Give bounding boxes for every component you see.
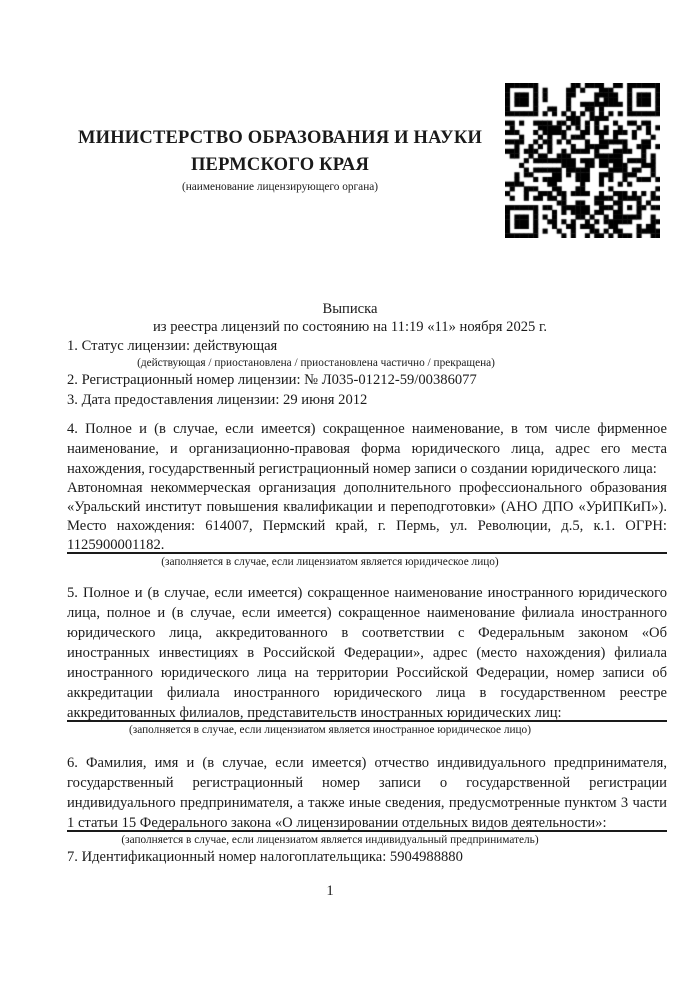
ministry-name [40, 0, 520, 179]
qr-code [505, 83, 660, 238]
item-3-grant-date: 3. Дата предоставления лицензии: 29 июня 2012 [67, 392, 368, 408]
ministry-name-line1: МИНИСТЕРСТВО ОБРАЗОВАНИЯ И НАУКИ [77, 128, 483, 148]
document-title-line1: Выписка [322, 301, 378, 317]
item-5-foreign-entity-label: 5. Полное и (в случае, если имеется) сокращенное наименование иностранного юридического лица, полное и (в случае, если имеется) сокращенное наименование филиала иностранного юридического лица, аккредитованного в соответствии с Федеральным законом «Об иностранных инвестициях в Российской Федерации», адрес (место нахождения) филиала иностранного юридического лица на территории Российской Федерации, номер записи об аккредитации филиала иностранного юридического лица в государственном реестре аккредитованных филиалов, представительств иностранных юридических лиц: [67, 585, 667, 721]
item-4-legal-entity-block [67, 419, 667, 569]
ministry-name-line2: ПЕРМСКОГО КРАЯ [190, 155, 370, 175]
item-5-foreign-entity-block [67, 583, 667, 737]
document-title [67, 300, 667, 336]
item-6-entrepreneur-block [67, 753, 667, 847]
item-6-caption: (заполняется в случае, если лицензиатом является индивидуальный предприниматель) [121, 834, 539, 846]
item-4-legal-entity-label: 4. Полное и (в случае, если имеется) сокращенное наименование, в том числе фирменное наименование, и организационно-правовая форма юридического лица, адрес его места нахождения, государственный регистрационный номер записи о создании юридического лица: [67, 421, 667, 477]
document-title-line2: из реестра лицензий по состоянию на 11:19 «11» ноября 2025 г. [152, 319, 547, 335]
item-5-caption: (заполняется в случае, если лицензиатом является иностранное юридическое лицо) [129, 724, 531, 736]
item-7-taxpayer-number: 7. Идентификационный номер налогоплательщика: 5904988880 [67, 849, 463, 865]
item-1-caption: (действующая / приостановлена / приостановлена частично / прекращена) [137, 357, 495, 369]
item-1-license-status: 1. Статус лицензии: действующая [67, 338, 278, 354]
qr-code-canvas [505, 83, 660, 238]
page-number: 1 [326, 883, 334, 899]
item-4-caption: (заполняется в случае, если лицензиатом является юридическое лицо) [161, 556, 499, 568]
item-6-entrepreneur-label: 6. Фамилия, имя и (в случае, если имеется) отчество индивидуального предпринимателя, государственный регистрационный номер записи о государственной регистрации индивидуального предпринимателя, а также иные сведения, предусмотренные пунктом 3 части 1 статьи 15 Федерального закона «О лицензировании отдельных видов деятельности»: [67, 755, 667, 831]
ministry-caption: (наименование лицензирующего органа) [181, 181, 379, 193]
item-2-registration-number: 2. Регистрационный номер лицензии: № Л035-01212-59/00386077 [67, 372, 477, 388]
item-4-legal-entity-value: Автономная некоммерческая организация дополнительного профессионального образования «Уральский институт повышения квалификации и переподготовки» (АНО ДПО «УрИПКиП»). Место нахождения: 614007, Пермский край, г. Пермь, ул. Революции, д.5, к.1. ОГРН: 1125900001182. [67, 480, 667, 553]
